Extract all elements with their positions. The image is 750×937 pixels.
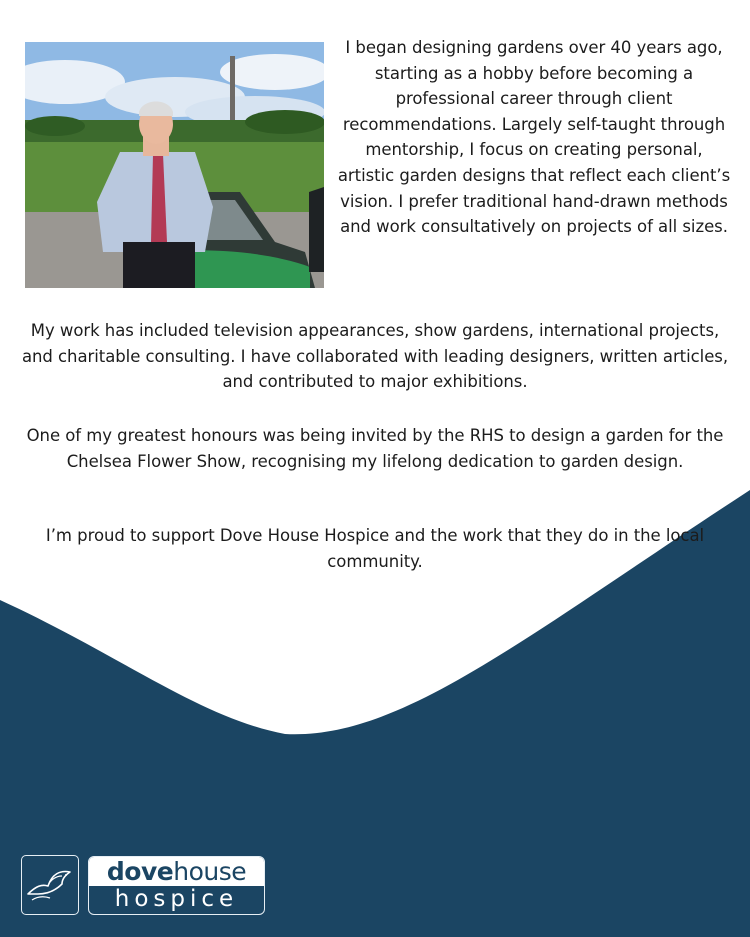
portrait-photo — [25, 42, 324, 288]
work-paragraph: My work has included television appearances, show gardens, international projects, and charitable consulting. I have collaborated with leading designers, written articles, and contributed to major exhibitions. — [21, 321, 729, 392]
intro-paragraph: I began designing gardens over 40 years ago, starting as a hobby before becoming a professional career through client recommendations. Largely self-taught through mentorship, I focus on creating personal, artistic garden designs that reflect each client’s vision. I prefer traditional hand-drawn methods and work consultatively on projects of all sizes. — [337, 38, 731, 237]
logo-word-dove: dove — [106, 857, 174, 886]
logo-word-house: house — [173, 857, 247, 886]
honours-paragraph: One of my greatest honours was being invited by the RHS to design a garden for the Chelsea Flower Show, recognising my lifelong dedication to garden design. — [26, 426, 724, 471]
logo-word-hospice: hospice — [114, 886, 239, 912]
support-paragraph: I’m proud to support Dove House Hospice and the work that they do in the local community. — [45, 526, 705, 571]
logo-dovehouse — [89, 857, 264, 886]
dove-icon — [21, 855, 79, 915]
dove-house-hospice-logo — [88, 856, 265, 915]
